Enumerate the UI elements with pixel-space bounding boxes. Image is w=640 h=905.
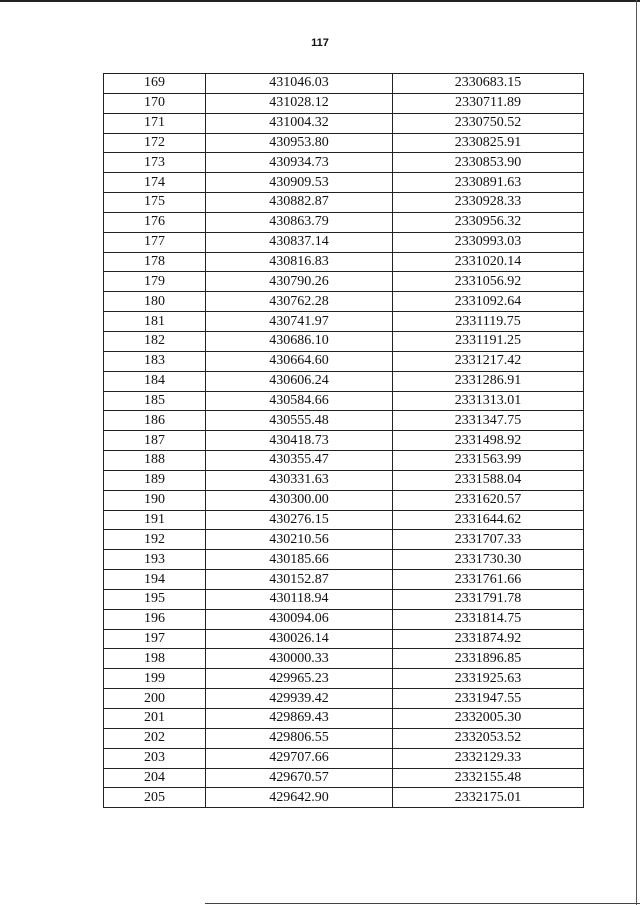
y-coordinate-cell: 2332005.30 — [393, 709, 584, 729]
y-coordinate-cell: 2331761.66 — [393, 570, 584, 590]
point-number-cell: 200 — [104, 689, 206, 709]
x-coordinate-cell: 430762.28 — [206, 292, 393, 312]
table-row — [104, 272, 584, 292]
point-number-cell: 176 — [104, 212, 206, 232]
point-number-cell: 171 — [104, 113, 206, 133]
table-row — [104, 490, 584, 510]
right-border-line — [636, 0, 637, 905]
x-coordinate-cell: 429869.43 — [206, 709, 393, 729]
point-number-cell: 199 — [104, 669, 206, 689]
point-number-cell: 201 — [104, 709, 206, 729]
x-coordinate-cell: 430934.73 — [206, 153, 393, 173]
x-coordinate-cell: 430953.80 — [206, 133, 393, 153]
y-coordinate-cell: 2331874.92 — [393, 629, 584, 649]
y-coordinate-cell: 2332129.33 — [393, 748, 584, 768]
table-row — [104, 411, 584, 431]
y-coordinate-cell: 2331092.64 — [393, 292, 584, 312]
x-coordinate-cell: 429806.55 — [206, 728, 393, 748]
x-coordinate-cell: 429642.90 — [206, 788, 393, 808]
table-row — [104, 252, 584, 272]
x-coordinate-cell: 430606.24 — [206, 371, 393, 391]
x-coordinate-cell: 430300.00 — [206, 490, 393, 510]
table-row — [104, 173, 584, 193]
table-row — [104, 649, 584, 669]
point-number-cell: 204 — [104, 768, 206, 788]
page-number: 117 — [311, 37, 329, 49]
point-number-cell: 185 — [104, 391, 206, 411]
point-number-cell: 182 — [104, 331, 206, 351]
table-row — [104, 470, 584, 490]
x-coordinate-cell: 429965.23 — [206, 669, 393, 689]
x-coordinate-cell: 430686.10 — [206, 331, 393, 351]
y-coordinate-cell: 2331947.55 — [393, 689, 584, 709]
y-coordinate-cell: 2330683.15 — [393, 74, 584, 94]
point-number-cell: 175 — [104, 193, 206, 213]
point-number-cell: 189 — [104, 470, 206, 490]
x-coordinate-cell: 429670.57 — [206, 768, 393, 788]
table-row — [104, 629, 584, 649]
point-number-cell: 205 — [104, 788, 206, 808]
point-number-cell: 172 — [104, 133, 206, 153]
point-number-cell: 196 — [104, 609, 206, 629]
y-coordinate-cell: 2331191.25 — [393, 331, 584, 351]
point-number-cell: 190 — [104, 490, 206, 510]
point-number-cell: 198 — [104, 649, 206, 669]
table-row — [104, 510, 584, 530]
y-coordinate-cell: 2332175.01 — [393, 788, 584, 808]
x-coordinate-cell: 431046.03 — [206, 74, 393, 94]
table-row — [104, 669, 584, 689]
y-coordinate-cell: 2331313.01 — [393, 391, 584, 411]
table-row — [104, 153, 584, 173]
point-number-cell: 170 — [104, 93, 206, 113]
x-coordinate-cell: 430882.87 — [206, 193, 393, 213]
table-row — [104, 570, 584, 590]
y-coordinate-cell: 2331056.92 — [393, 272, 584, 292]
point-number-cell: 193 — [104, 550, 206, 570]
x-coordinate-cell: 431028.12 — [206, 93, 393, 113]
point-number-cell: 195 — [104, 589, 206, 609]
point-number-cell: 179 — [104, 272, 206, 292]
y-coordinate-cell: 2331020.14 — [393, 252, 584, 272]
table-row — [104, 431, 584, 451]
x-coordinate-cell: 430863.79 — [206, 212, 393, 232]
top-border-line — [0, 0, 640, 2]
y-coordinate-cell: 2331791.78 — [393, 589, 584, 609]
table-row — [104, 609, 584, 629]
y-coordinate-cell: 2330825.91 — [393, 133, 584, 153]
point-number-cell: 188 — [104, 451, 206, 471]
table-row — [104, 550, 584, 570]
point-number-cell: 187 — [104, 431, 206, 451]
y-coordinate-cell: 2331217.42 — [393, 351, 584, 371]
y-coordinate-cell: 2330750.52 — [393, 113, 584, 133]
y-coordinate-cell: 2330711.89 — [393, 93, 584, 113]
coordinates-table-body — [104, 74, 584, 808]
table-row — [104, 391, 584, 411]
point-number-cell: 203 — [104, 748, 206, 768]
point-number-cell: 202 — [104, 728, 206, 748]
table-row — [104, 74, 584, 94]
point-number-cell: 181 — [104, 312, 206, 332]
table-row — [104, 232, 584, 252]
x-coordinate-cell: 430418.73 — [206, 431, 393, 451]
y-coordinate-cell: 2331347.75 — [393, 411, 584, 431]
point-number-cell: 197 — [104, 629, 206, 649]
point-number-cell: 174 — [104, 173, 206, 193]
x-coordinate-cell: 430909.53 — [206, 173, 393, 193]
x-coordinate-cell: 430094.06 — [206, 609, 393, 629]
y-coordinate-cell: 2330853.90 — [393, 153, 584, 173]
point-number-cell: 183 — [104, 351, 206, 371]
y-coordinate-cell: 2331707.33 — [393, 530, 584, 550]
table-row — [104, 212, 584, 232]
point-number-cell: 194 — [104, 570, 206, 590]
table-row — [104, 709, 584, 729]
y-coordinate-cell: 2331925.63 — [393, 669, 584, 689]
x-coordinate-cell: 430118.94 — [206, 589, 393, 609]
x-coordinate-cell: 430837.14 — [206, 232, 393, 252]
table-row — [104, 113, 584, 133]
bottom-border-line — [205, 903, 640, 904]
x-coordinate-cell: 430152.87 — [206, 570, 393, 590]
x-coordinate-cell: 430331.63 — [206, 470, 393, 490]
x-coordinate-cell: 430741.97 — [206, 312, 393, 332]
table-row — [104, 788, 584, 808]
table-row — [104, 728, 584, 748]
table-row — [104, 351, 584, 371]
table-row — [104, 292, 584, 312]
point-number-cell: 178 — [104, 252, 206, 272]
x-coordinate-cell: 430790.26 — [206, 272, 393, 292]
x-coordinate-cell: 430185.66 — [206, 550, 393, 570]
y-coordinate-cell: 2331286.91 — [393, 371, 584, 391]
point-number-cell: 180 — [104, 292, 206, 312]
y-coordinate-cell: 2332155.48 — [393, 768, 584, 788]
x-coordinate-cell: 430026.14 — [206, 629, 393, 649]
y-coordinate-cell: 2331896.85 — [393, 649, 584, 669]
point-number-cell: 184 — [104, 371, 206, 391]
point-number-cell: 186 — [104, 411, 206, 431]
y-coordinate-cell: 2331620.57 — [393, 490, 584, 510]
y-coordinate-cell: 2331563.99 — [393, 451, 584, 471]
x-coordinate-cell: 429939.42 — [206, 689, 393, 709]
x-coordinate-cell: 430210.56 — [206, 530, 393, 550]
y-coordinate-cell: 2330993.03 — [393, 232, 584, 252]
y-coordinate-cell: 2331588.04 — [393, 470, 584, 490]
table-row — [104, 331, 584, 351]
coordinates-table — [103, 73, 584, 808]
x-coordinate-cell: 430584.66 — [206, 391, 393, 411]
x-coordinate-cell: 430555.48 — [206, 411, 393, 431]
x-coordinate-cell: 430000.33 — [206, 649, 393, 669]
y-coordinate-cell: 2330891.63 — [393, 173, 584, 193]
table-row — [104, 312, 584, 332]
table-row — [104, 748, 584, 768]
x-coordinate-cell: 431004.32 — [206, 113, 393, 133]
y-coordinate-cell: 2331498.92 — [393, 431, 584, 451]
x-coordinate-cell: 430355.47 — [206, 451, 393, 471]
y-coordinate-cell: 2331119.75 — [393, 312, 584, 332]
y-coordinate-cell: 2331814.75 — [393, 609, 584, 629]
table-row — [104, 589, 584, 609]
y-coordinate-cell: 2330956.32 — [393, 212, 584, 232]
y-coordinate-cell: 2332053.52 — [393, 728, 584, 748]
table-row — [104, 768, 584, 788]
point-number-cell: 169 — [104, 74, 206, 94]
y-coordinate-cell: 2331730.30 — [393, 550, 584, 570]
table-row — [104, 530, 584, 550]
point-number-cell: 191 — [104, 510, 206, 530]
y-coordinate-cell: 2330928.33 — [393, 193, 584, 213]
x-coordinate-cell: 429707.66 — [206, 748, 393, 768]
table-row — [104, 689, 584, 709]
table-row — [104, 451, 584, 471]
point-number-cell: 173 — [104, 153, 206, 173]
table-row — [104, 93, 584, 113]
table-row — [104, 193, 584, 213]
table-row — [104, 371, 584, 391]
x-coordinate-cell: 430664.60 — [206, 351, 393, 371]
x-coordinate-cell: 430816.83 — [206, 252, 393, 272]
y-coordinate-cell: 2331644.62 — [393, 510, 584, 530]
table-row — [104, 133, 584, 153]
x-coordinate-cell: 430276.15 — [206, 510, 393, 530]
point-number-cell: 192 — [104, 530, 206, 550]
point-number-cell: 177 — [104, 232, 206, 252]
